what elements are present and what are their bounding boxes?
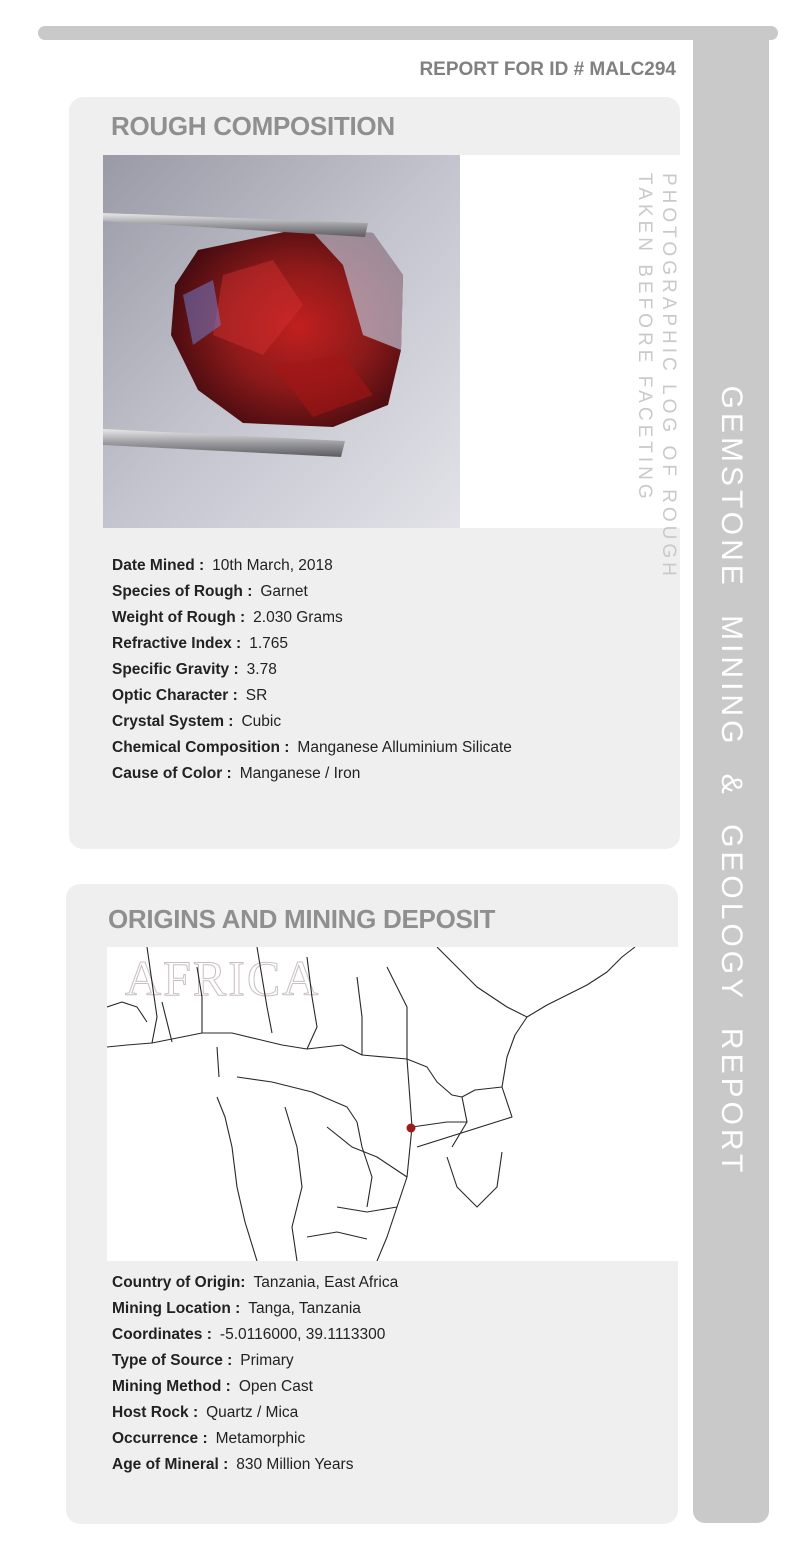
side-title-container [693,26,769,1523]
top-bar [38,26,778,40]
detail-species: Species of Rough : Garnet [112,583,308,600]
mine-location-marker [407,1124,416,1133]
detail-country-of-origin: Country of Origin: Tanzania, East Africa [112,1274,399,1291]
photo-caption-area [460,155,680,580]
rough-details [112,553,512,787]
report-id: REPORT FOR ID # MALC294 [419,59,676,80]
detail-mining-location: Mining Location : Tanga, Tanzania [112,1300,361,1317]
side-title: GEMSTONE MINING & GEOLOGY REPORT [715,385,748,1177]
photo-caption [632,173,680,580]
detail-host-rock: Host Rock : Quartz / Mica [112,1404,299,1421]
detail-specific-gravity: Specific Gravity : 3.78 [112,661,277,678]
detail-type-of-source: Type of Source : Primary [112,1352,294,1369]
africa-map [107,947,678,1261]
rough-composition-title: ROUGH COMPOSITION [111,111,395,141]
origins-title: ORIGINS AND MINING DEPOSIT [108,904,496,934]
detail-chemical-composition: Chemical Composition : Manganese Alluminium Silicate [112,739,512,756]
rough-gem-photo [103,155,460,528]
detail-refractive-index: Refractive Index : 1.765 [112,635,289,652]
detail-date-mined: Date Mined : 10th March, 2018 [112,557,333,574]
detail-coordinates: Coordinates : -5.0116000, 39.1113300 [112,1326,386,1343]
detail-weight: Weight of Rough : 2.030 Grams [112,609,343,626]
photo-caption-line1: PHOTOGRAPHIC LOG OF ROUGH [658,173,679,580]
map-label: AFRICA [125,950,321,1006]
photo-caption-line2: TAKEN BEFORE FACETING [634,173,655,503]
detail-crystal-system: Crystal System : Cubic [112,713,282,730]
detail-mining-method: Mining Method : Open Cast [112,1378,313,1395]
detail-optic-character: Optic Character : SR [112,687,268,704]
detail-occurrence: Occurrence : Metamorphic [112,1430,306,1447]
detail-cause-of-color: Cause of Color : Manganese / Iron [112,765,361,782]
origin-details [112,1270,398,1478]
detail-age-of-mineral: Age of Mineral : 830 Million Years [112,1456,354,1473]
